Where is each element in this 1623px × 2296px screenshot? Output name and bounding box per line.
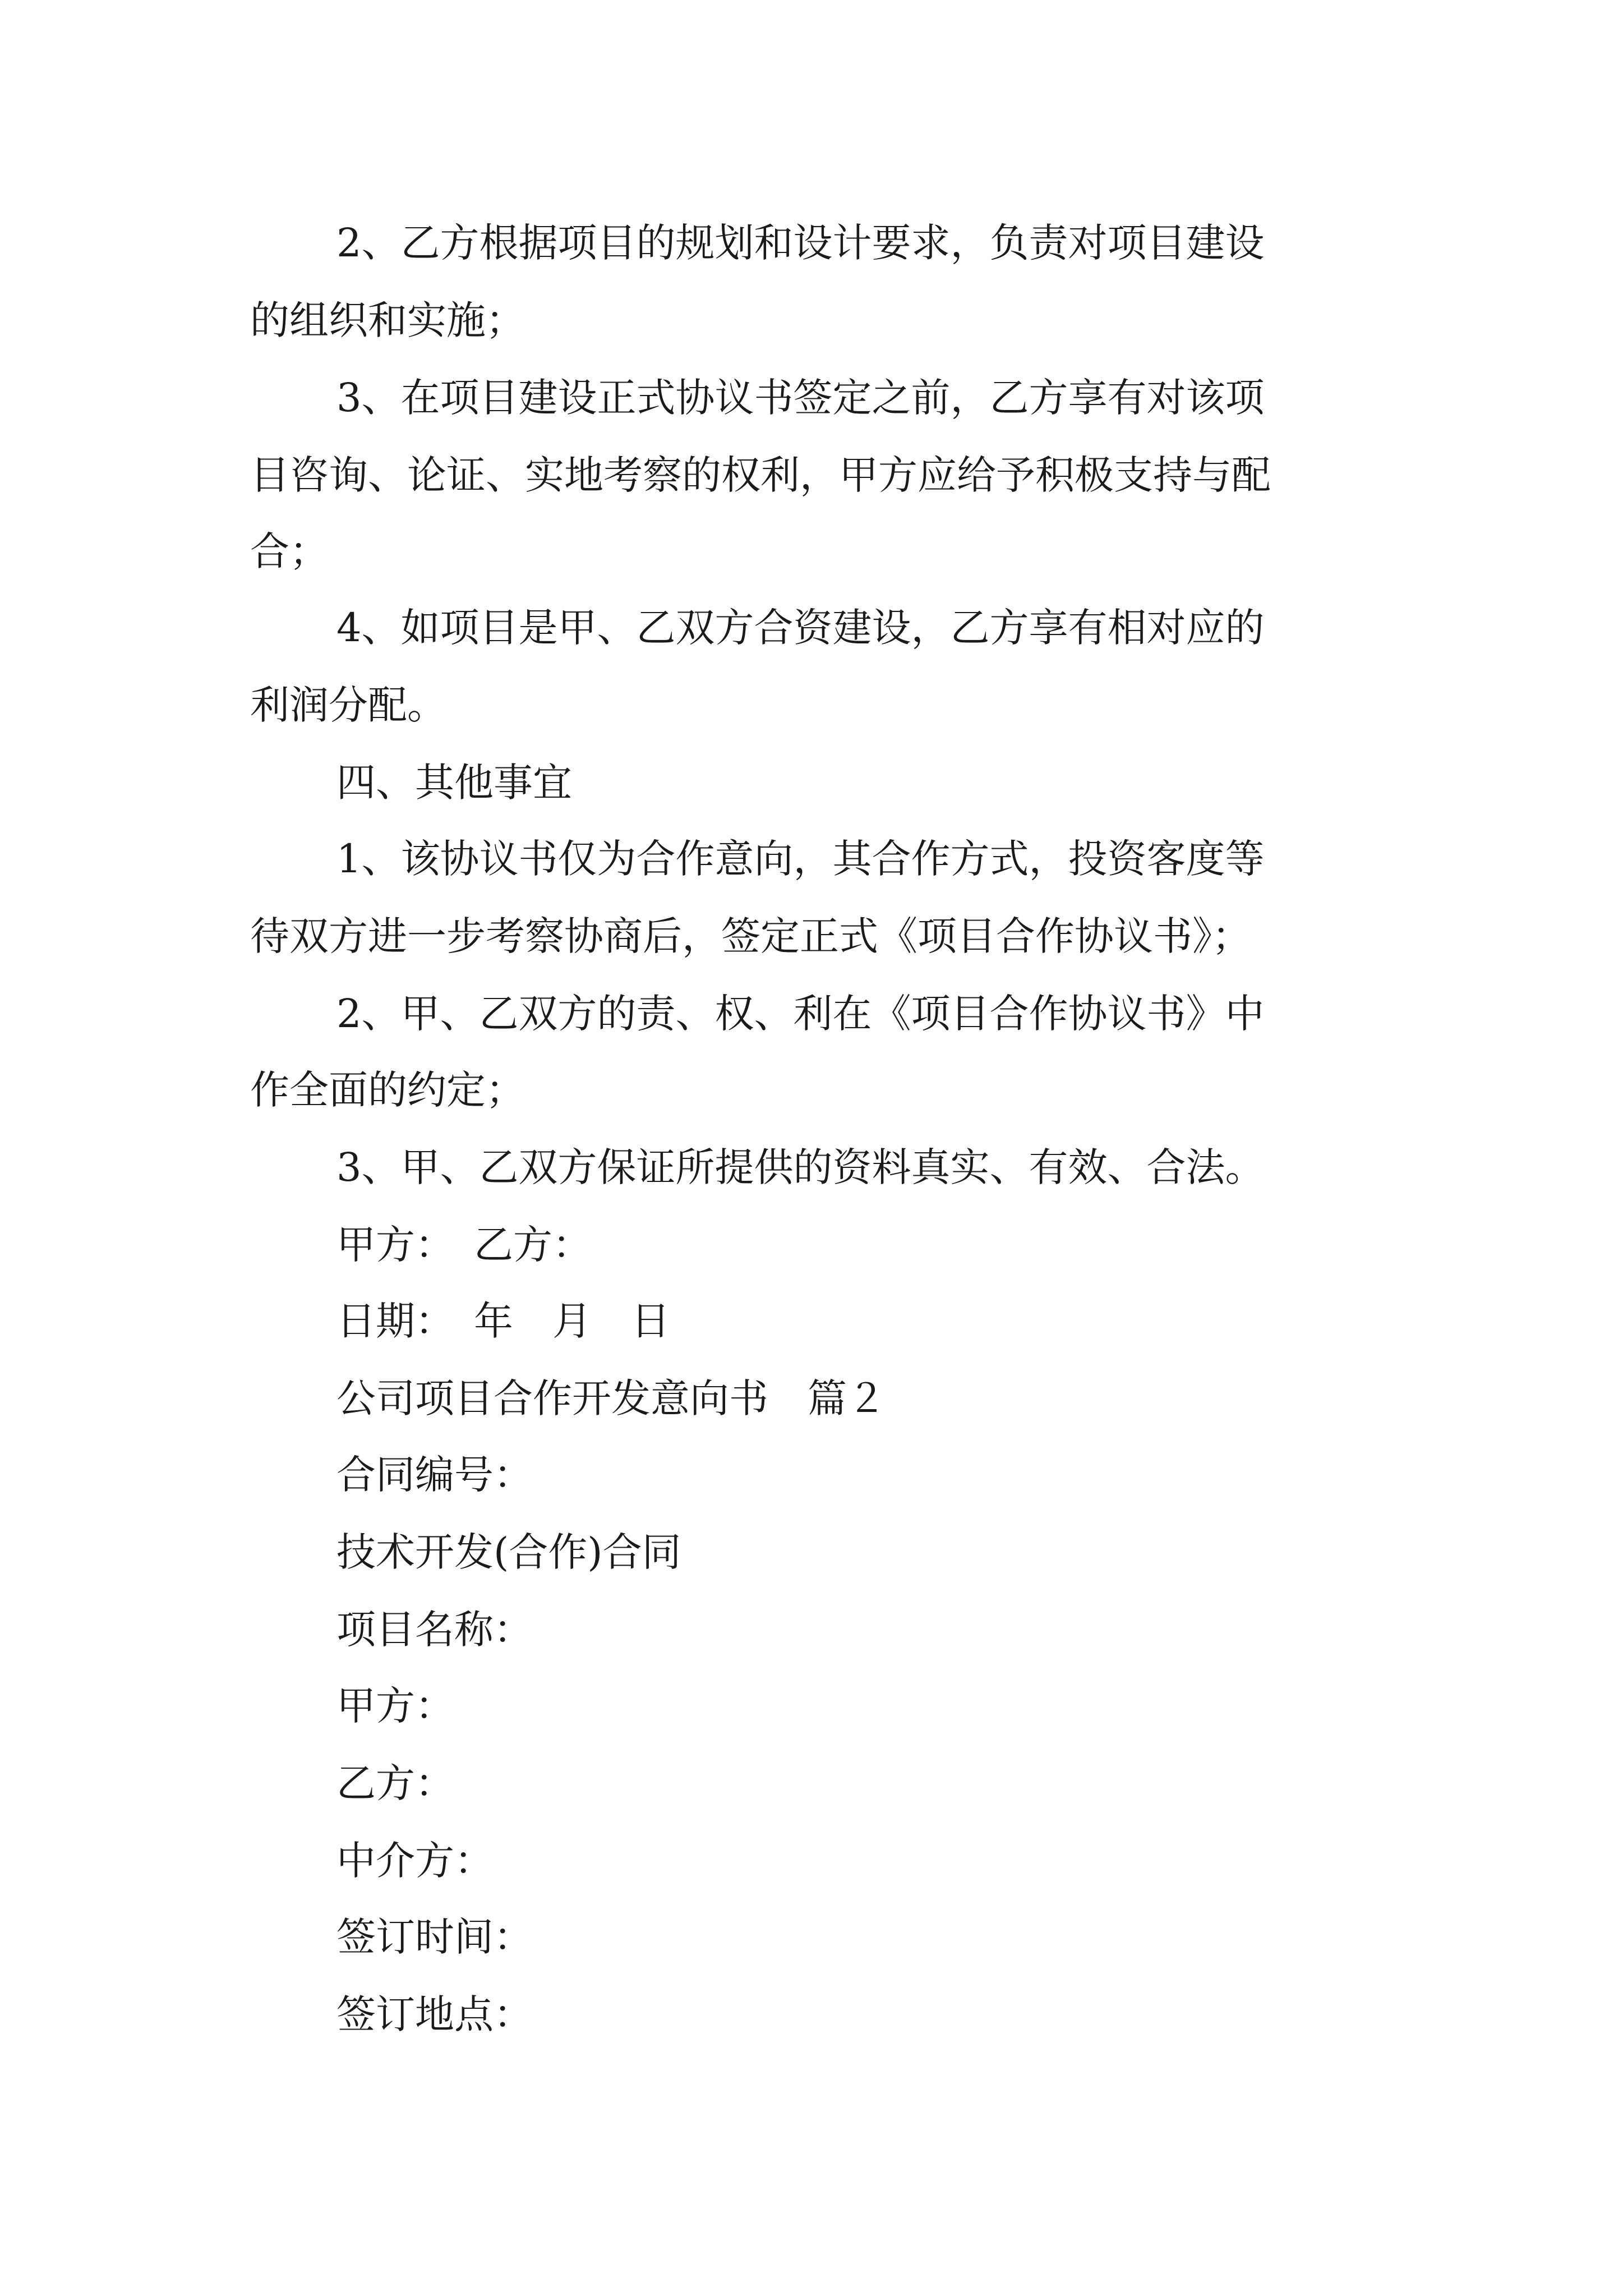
paragraph-line: 2、乙方根据项目的规划和设计要求，负责对项目建设 [336,220,1265,266]
document-title: 公司项目合作开发意向书 篇２ [336,1375,886,1421]
paragraph-line: 目咨询、论证、实地考察的权利，甲方应给予积极支持与配 [250,452,1271,498]
contract-number-field: 合同编号： [336,1452,533,1498]
signature-date: 日期： 年 月 日 [336,1298,670,1344]
paragraph-line: 2、甲、乙双方的责、权、利在《项目合作协议书》中 [336,991,1265,1037]
signature-parties: 甲方： 乙方： [336,1222,592,1268]
party-b-field: 乙方： [336,1760,454,1806]
paragraph-line: 4、如项目是甲、乙双方合资建设，乙方享有相对应的 [336,605,1265,651]
contract-type: 技术开发(合作)合同 [336,1529,681,1575]
signing-time-field: 签订时间： [336,1914,533,1960]
signing-place-field: 签订地点： [336,1991,533,2037]
paragraph-line: 3、在项目建设正式协议书签定之前，乙方享有对该项 [336,375,1265,421]
paragraph-line: 的组织和实施； [250,297,525,343]
party-a-field: 甲方： [336,1683,454,1729]
intermediary-field: 中介方： [336,1838,494,1884]
section-heading: 四、其他事宜 [336,760,572,806]
paragraph-line: 合； [250,528,329,574]
paragraph-line: 待双方进一步考察协商后，签定正式《项目合作协议书》； [250,913,1251,959]
paragraph-line: 3、甲、乙双方保证所提供的资料真实、有效、合法。 [336,1144,1265,1190]
paragraph-line: 1、该协议书仅为合作意向，其合作方式，投资客度等 [336,836,1265,882]
paragraph-line: 利润分配。 [250,682,446,728]
paragraph-line: 作全面的约定； [250,1067,525,1113]
project-name-field: 项目名称： [336,1607,533,1653]
